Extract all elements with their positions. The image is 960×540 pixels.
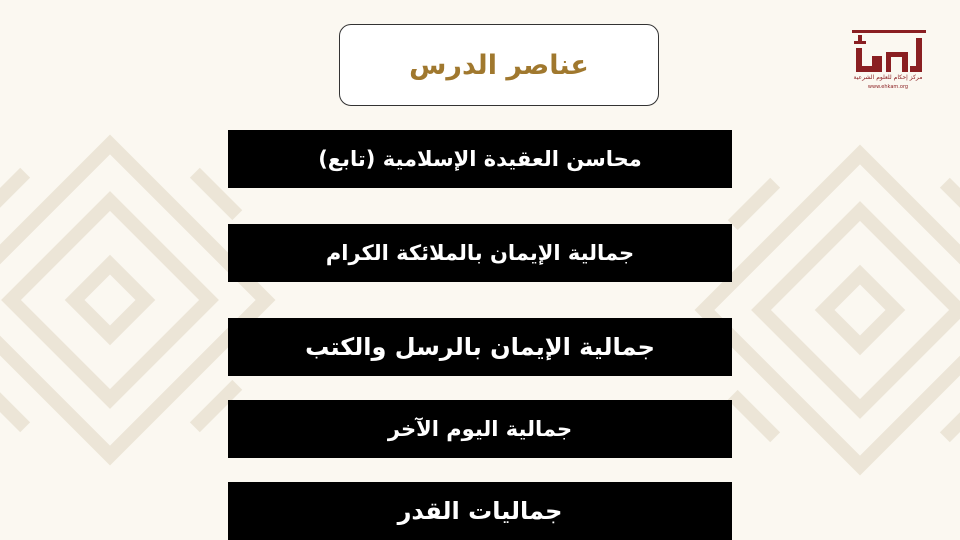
logo-url: www.ehkam.org: [867, 84, 909, 90]
lesson-item-3: [228, 318, 732, 376]
logo-tagline: مركز إحكام للعلوم الشرعية: [853, 74, 923, 81]
lesson-item-2: [228, 224, 732, 282]
lesson-item-label: محاسن العقيدة الإسلامية (تابع): [318, 147, 642, 171]
lesson-item-label: جمالية الإيمان بالملائكة الكرام: [325, 241, 635, 265]
lesson-item-label: جمالية اليوم الآخر: [387, 417, 573, 441]
lesson-item-4: [228, 400, 732, 458]
lesson-item-label: جماليات القدر: [397, 497, 563, 525]
lesson-title: عناصر الدرس: [409, 49, 589, 81]
lesson-item-1: [228, 130, 732, 188]
lesson-item-label: جمالية الإيمان بالرسل والكتب: [305, 333, 655, 361]
lesson-title-box: [339, 24, 659, 106]
lesson-item-5: [228, 482, 732, 540]
